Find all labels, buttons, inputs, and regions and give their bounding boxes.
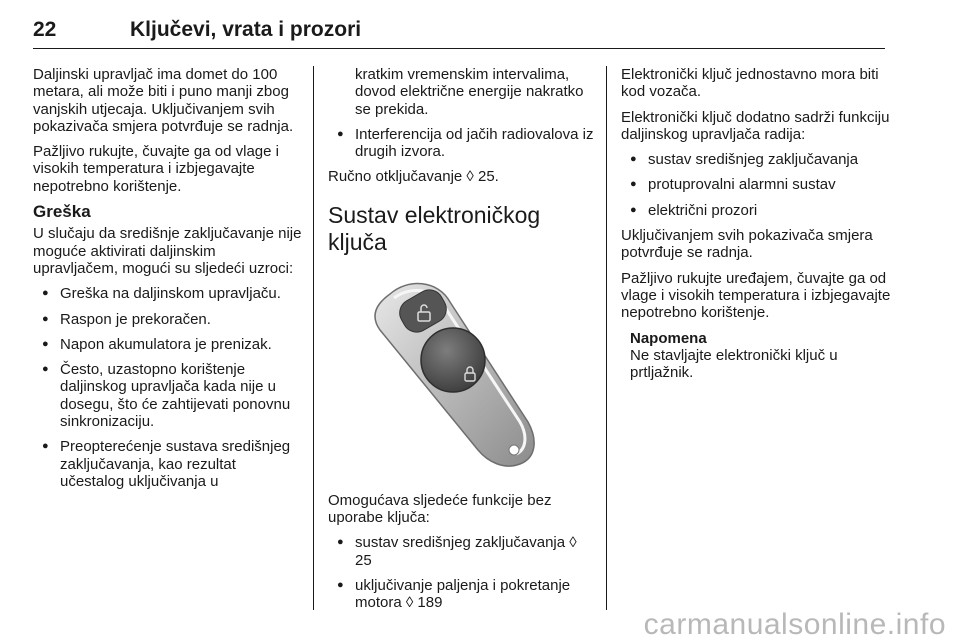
paragraph: Pažljivo rukujte uređajem, čuvajte ga od vlage i visokih temperatura i izbjegavajte nepotrebno korištenje. — [621, 269, 891, 322]
list-item: ● Greška na daljinskom upravljaču. — [33, 285, 303, 302]
page-header — [33, 12, 885, 49]
list-item: ● Često, uzastopno korištenje daljinskog upravljača kada nije u dosegu, što će zahtijevati ponovnu sinkronizaciju. — [33, 361, 303, 430]
list-item-continuation: kratkim vremenskim intervalima, dovod električne energije nakratko se prekida. — [355, 66, 584, 118]
key-main-button — [421, 328, 485, 392]
column-right — [621, 66, 891, 381]
note-box — [621, 330, 891, 382]
paragraph: Pažljivo rukujte, čuvajte ga od vlage i visokih temperatura i izbjegavajte nepotrebno korištenje. — [33, 143, 279, 195]
note-title: Napomena — [630, 329, 707, 347]
list-item: ● Raspon je prekoračen. — [33, 311, 303, 328]
chapter-title: Ključevi, vrata i prozori — [130, 18, 362, 41]
list-item: ● sustav središnjeg zaključavanja — [621, 151, 891, 168]
paragraph: Elektronički ključ jednostavno mora biti kod vozača. — [621, 66, 879, 101]
list-item: ● protuprovalni alarmni sustav — [621, 176, 891, 193]
list-item: ● Preopterećenje sustava središnjeg zaključavanja, kao rezultat učestalog uključivanja u — [33, 438, 303, 490]
bullet-list — [328, 534, 596, 611]
list-item: ● Napon akumulatora je prenizak. — [33, 336, 303, 353]
column-divider — [606, 66, 607, 610]
cross-reference: Ručno otključavanje ◊ 25. — [328, 168, 499, 186]
paragraph: Elektronički ključ dodatno sadrži funkciju daljinskog upravljača radija: — [621, 108, 890, 143]
note-text: Ne stavljajte elektronički ključ u prtljažnik. — [630, 346, 838, 382]
electronic-key-figure — [328, 272, 596, 472]
section-heading: Greška — [33, 202, 91, 222]
paragraph: U slučaju da središnje zaključavanje nije moguće aktivirati daljinskim upravljačem, mogući su sljedeći uzroci: — [33, 225, 302, 277]
electronic-key-illustration — [328, 272, 596, 472]
paragraph: Omogućava sljedeće funkcije bez uporabe ključa: — [328, 491, 552, 527]
section-title: Sustav elektroničkog ključa — [328, 201, 541, 255]
list-item: ● Interferencija od jačih radiovalova iz drugih izvora. — [328, 126, 596, 161]
paragraph: Uključivanjem svih pokazivača smjera potvrđuje se radnja. — [621, 227, 873, 262]
watermark: carmanualsonline.info — [643, 608, 946, 641]
page-number: 22 — [33, 18, 57, 41]
bullet-list — [621, 151, 891, 219]
column-left — [33, 66, 303, 498]
paragraph: Daljinski upravljač ima domet do 100 metara, ali može biti i puno manji zbog vanjskih utjecaja. Uključivanjem svih pokazivača smjera potvrđuje se radnja. — [33, 66, 294, 135]
list-item: ● uključivanje paljenja i pokretanje motora ◊ 189 — [328, 577, 596, 612]
column-middle — [328, 66, 596, 620]
column-divider — [313, 66, 314, 610]
list-item: ● električni prozori — [621, 202, 891, 219]
bullet-list — [33, 285, 303, 490]
bullet-list — [328, 126, 596, 161]
list-item: ● sustav središnjeg zaključavanja ◊ 25 — [328, 534, 596, 569]
key-ring-hole — [509, 445, 519, 455]
